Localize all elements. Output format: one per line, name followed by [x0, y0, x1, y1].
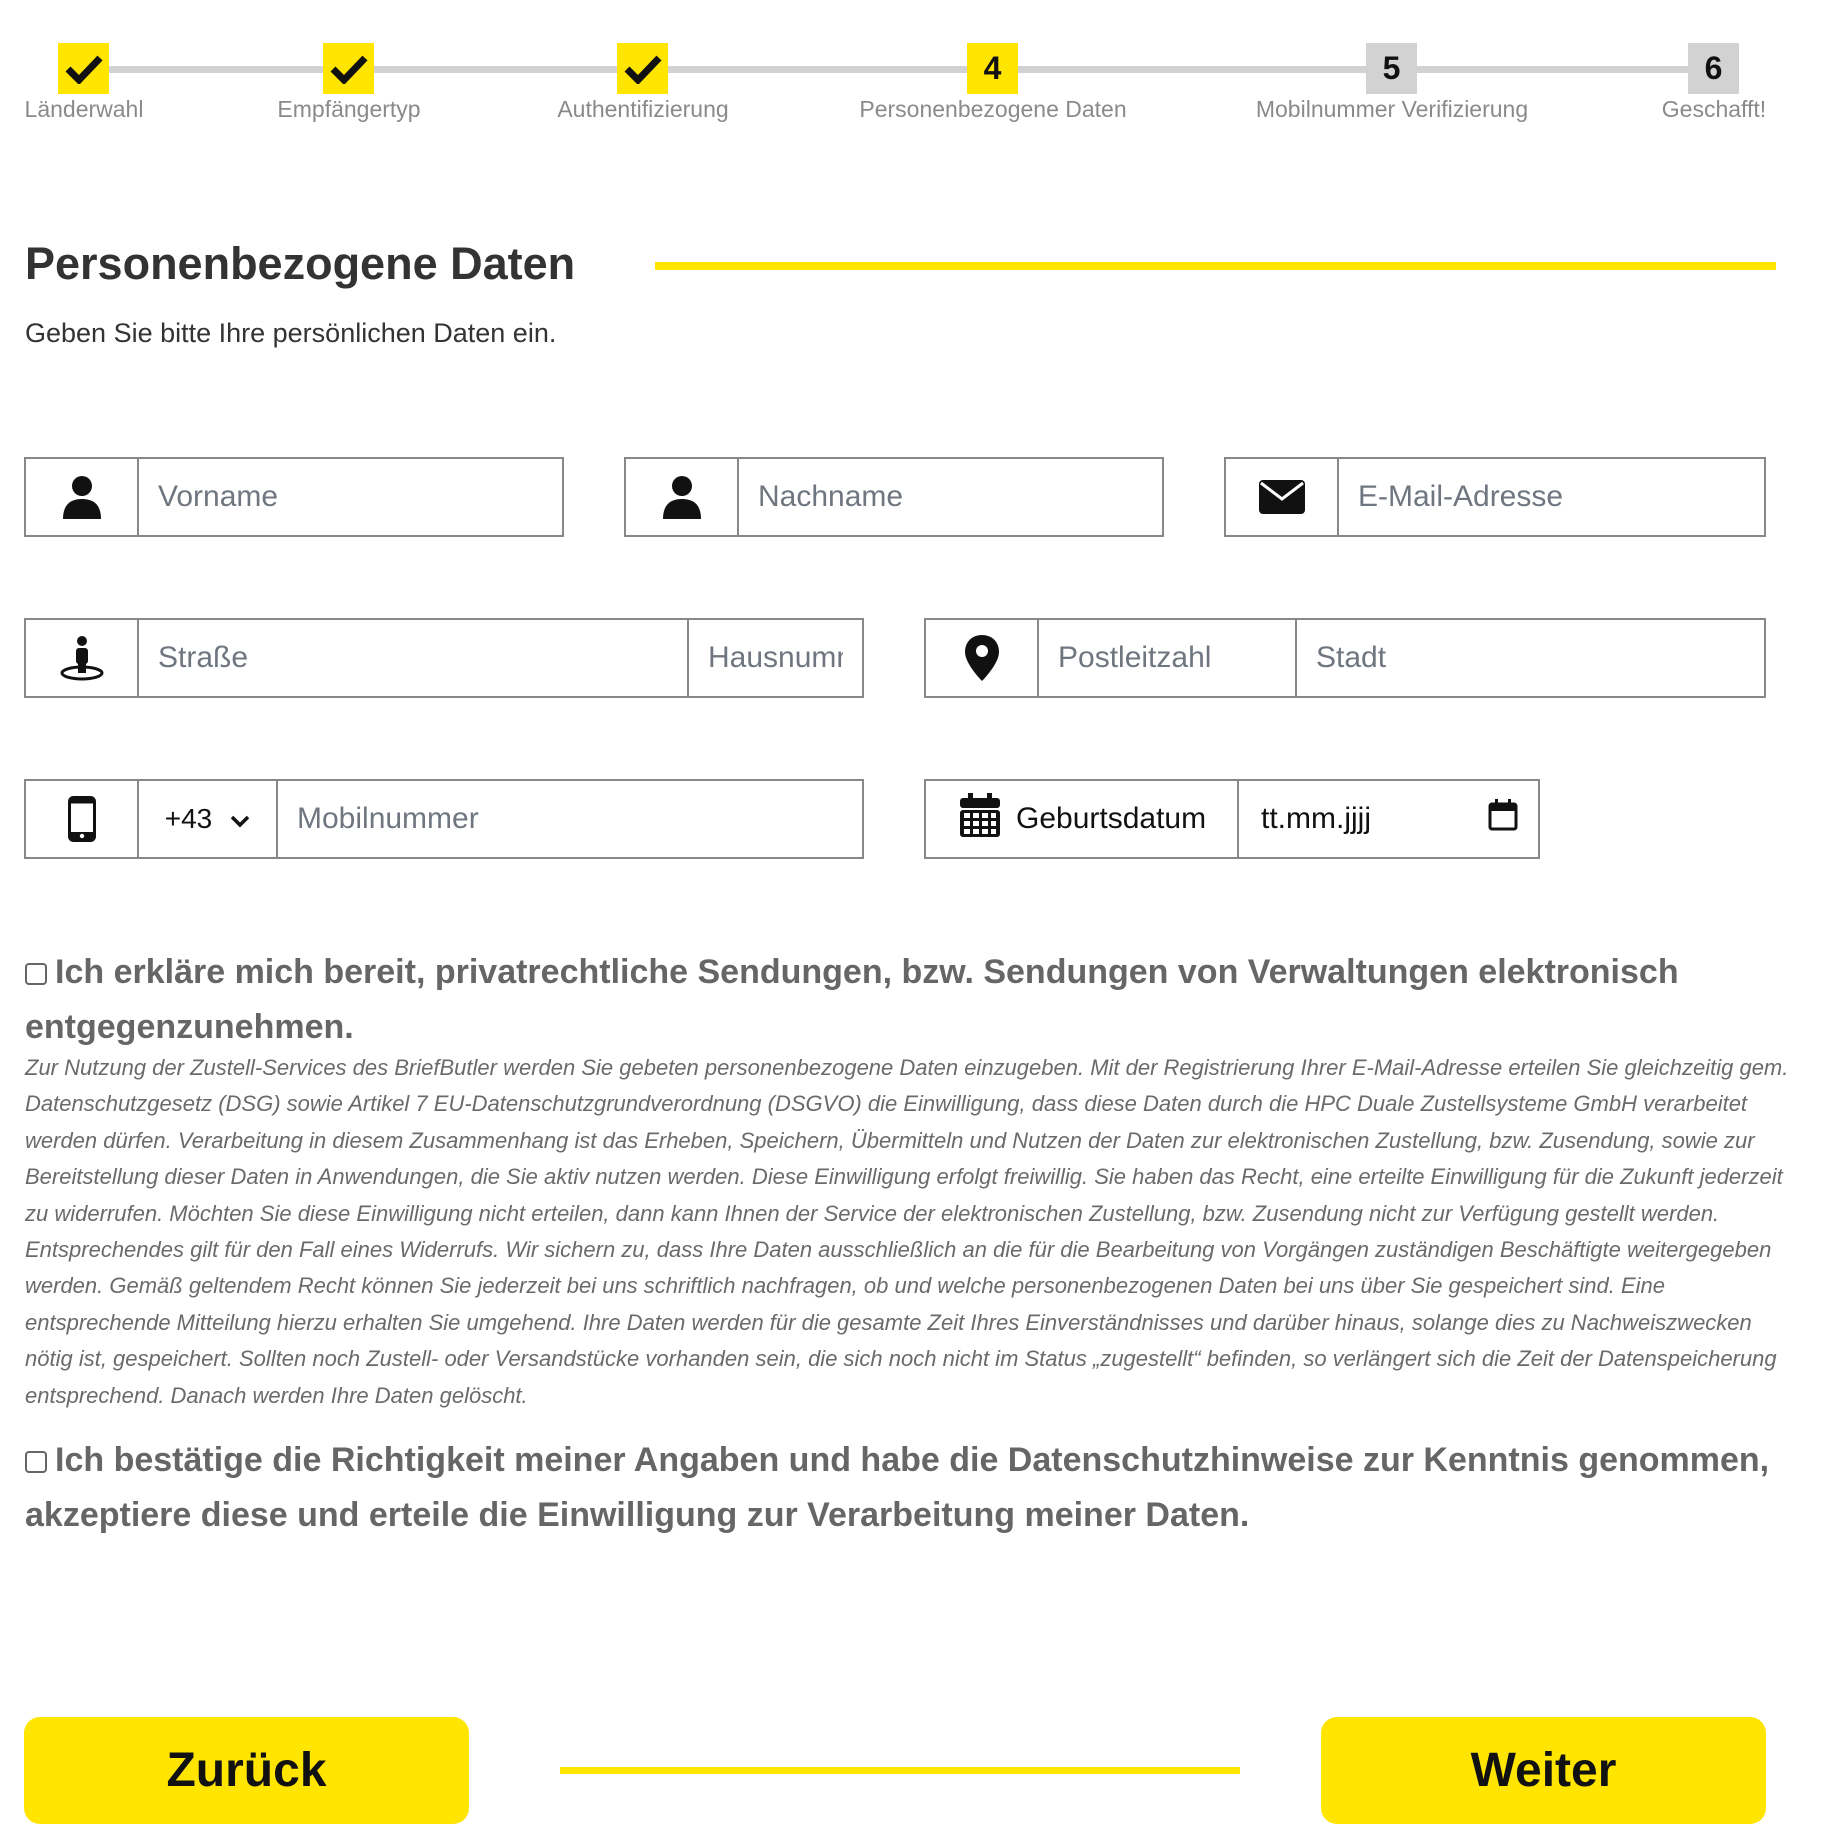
firstname-field [24, 457, 564, 537]
envelope-icon [1226, 459, 1339, 535]
user-icon [626, 459, 739, 535]
step-1-label: Länderwahl [24, 96, 144, 122]
page-title: Personenbezogene Daten [25, 238, 576, 289]
data-accuracy-label: Ich bestätige die Richtigkeit meiner Angaben und habe die Datenschutzhinweise zur Kenntnis genommen, akzeptiere diese und erteile die Einwilligung zur Verarbeitung meiner Daten. [25, 1441, 1770, 1534]
birthdate-field [924, 779, 1540, 859]
button-divider-line [560, 1767, 1240, 1774]
step-3-label: Authentifizierung [557, 96, 729, 122]
postal-code-input[interactable] [1039, 620, 1297, 696]
street-field [24, 618, 864, 698]
electronic-delivery-label: Ich erkläre mich bereit, privatrechtliche Sendungen, bzw. Sendungen von Verwaltungen elektronisch entgegenzunehmen. [25, 953, 1679, 1046]
data-accuracy-consent [25, 1433, 1785, 1543]
birthdate-placeholder: tt.mm.jjjj [1261, 802, 1371, 835]
email-input[interactable] [1339, 459, 1764, 535]
country-code-select[interactable] [139, 781, 278, 857]
step-5-number: 5 [1366, 43, 1417, 94]
mobile-icon [26, 781, 139, 857]
electronic-delivery-checkbox[interactable] [25, 963, 47, 985]
firstname-input[interactable] [139, 459, 562, 535]
house-number-input[interactable] [689, 620, 862, 696]
address-field [924, 618, 1766, 698]
birthdate-label-cell [926, 781, 1239, 857]
birthdate-input[interactable] [1239, 781, 1538, 857]
back-button[interactable]: Zurück [24, 1717, 469, 1824]
data-accuracy-checkbox[interactable] [25, 1451, 47, 1473]
next-button[interactable]: Weiter [1321, 1717, 1766, 1824]
street-input[interactable] [139, 620, 689, 696]
city-input[interactable] [1297, 620, 1764, 696]
lastname-input[interactable] [739, 459, 1162, 535]
date-picker-icon[interactable] [1488, 799, 1518, 839]
calendar-icon [960, 793, 1000, 845]
step-2-label: Empfängertyp [277, 96, 421, 122]
street-view-icon [26, 620, 139, 696]
privacy-notice-text: Zur Nutzung der Zustell-Services des BriefButler werden Sie gebeten personenbezogene Daten einzugeben. Mit der Registrierung Ihrer E-Mail-Adresse erteilen Sie gleichzeitig gem. Datenschutzgesetz (DSG) sowie Artikel 7 EU-Datenschutzgrundverordnung (DSGVO) die Einwilligung, dass diese Daten durch die HPC Duale Zustellsysteme GmbH verarbeitet werden dürfen. Verarbeitung in diesem Zusammenhang ist das Erheben, Speichern, Übermitteln und Nutzen der Daten zur elektronischen Zustellung, bzw. Zusendung, sowie zur Bereitstellung dieser Daten in Anwendungen, die Sie aktiv nutzen werden. Diese Einwilligung erfolgt freiwillig. Sie haben das Recht, eine erteilte Einwilligung für die Zukunft jederzeit zu widerrufen. Möchten Sie diese Einwilligung nicht erteilen, dann kann Ihnen der Service der elektronischen Zustellung, bzw. Zusendung nicht zur Verfügung gestellt werden. Entsprechendes gilt für den Fall eines Widerrufs. Wir sichern zu, dass Ihre Daten ausschließlich an die für die Bearbeitung von Vorgängen zuständigen Beschäftigte weitergegeben werden. Gemäß geltendem Recht können Sie jederzeit bei uns schriftlich nachfragen, ob und welche personenbezogenen Daten bei uns über Sie gespeichert sind. Eine entsprechende Mitteilung hierzu erhalten Sie umgehend. Ihre Daten werden für die gesamte Zeit Ihres Einverständnisses und darüber hinaus, solange dies zu Nachweiszwecken nötig ist, gespeichert. Sollten noch Zustell- oder Versandstücke vorhanden sein, die sich noch nicht im Status „zugestellt“ befinden, so verlängert sich die Zeit der Datenspeicherung entsprechend. Danach werden Ihre Daten gelöscht. [25, 1055, 1789, 1408]
map-marker-icon [926, 620, 1039, 696]
step-2-check-icon [323, 43, 374, 94]
step-6-label: Geschafft! [1661, 96, 1767, 122]
country-code-value: +43 [164, 803, 213, 834]
user-icon [26, 459, 139, 535]
page-subtitle: Geben Sie bitte Ihre persönlichen Daten ein. [25, 318, 557, 348]
birthdate-label: Geburtsdatum [1016, 802, 1207, 835]
step-4-label: Personenbezogene Daten [859, 96, 1127, 122]
email-field [1224, 457, 1766, 537]
step-4-number: 4 [967, 43, 1018, 94]
electronic-delivery-consent [25, 945, 1785, 1055]
step-6-number: 6 [1688, 43, 1739, 94]
step-5-label: Mobilnummer Verifizierung [1255, 96, 1529, 122]
title-underline [655, 262, 1776, 270]
lastname-field [624, 457, 1164, 537]
chevron-down-icon [230, 803, 250, 835]
mobile-number-input[interactable] [278, 781, 862, 857]
step-3-check-icon [617, 43, 668, 94]
mobile-field [24, 779, 864, 859]
step-1-check-icon [58, 43, 109, 94]
